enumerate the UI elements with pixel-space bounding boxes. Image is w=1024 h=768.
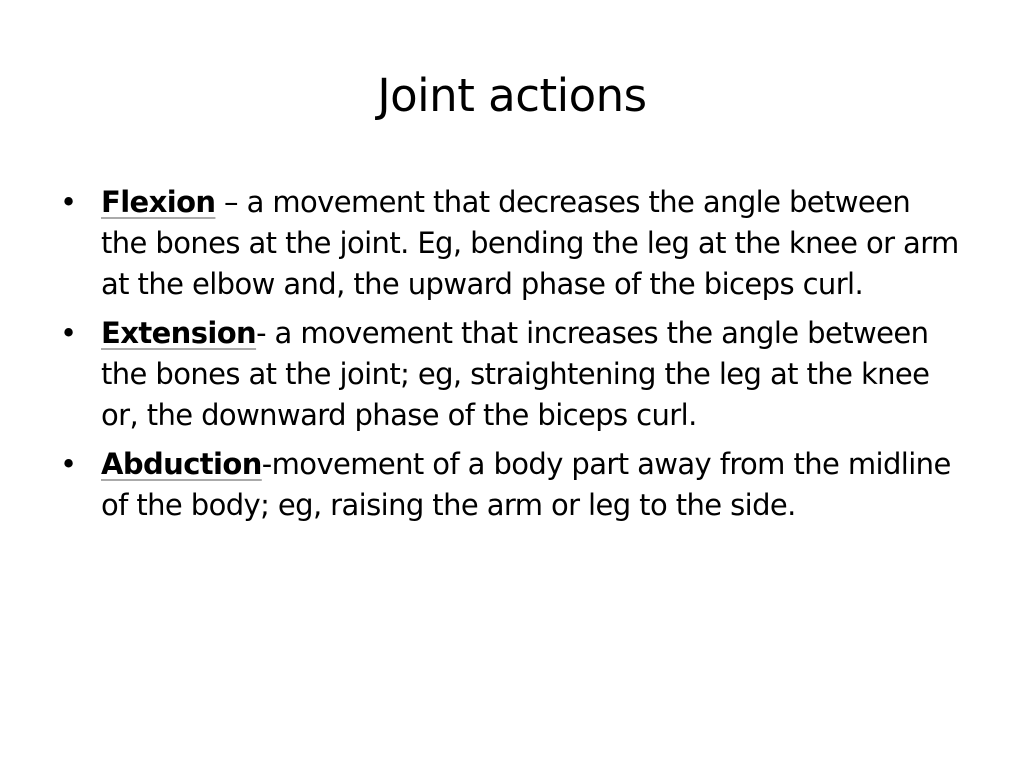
- term-flexion: Flexion: [101, 185, 216, 219]
- bullet-icon: •: [60, 185, 77, 219]
- bullet-icon: •: [60, 447, 77, 481]
- bullet-item-extension: [60, 313, 960, 436]
- term-extension: Extension: [101, 316, 257, 350]
- bullet-item-flexion: [60, 182, 960, 305]
- bullet-item-abduction: [60, 444, 960, 526]
- term-abduction: Abduction: [101, 447, 262, 481]
- bullet-icon: •: [60, 316, 77, 350]
- bullet-list: [60, 182, 960, 534]
- slide-title: Joint actions: [377, 69, 647, 122]
- definition-flexion: – a movement that decreases the angle between the bones at the joint. Eg, bending the leg at the knee or arm at the elbow and, the upward phase of the biceps curl.: [101, 185, 959, 301]
- definition-abduction: -movement of a body part away from the midline of the body; eg, raising the arm or leg to the side.: [101, 447, 951, 522]
- definition-extension: - a movement that increases the angle between the bones at the joint; eg, straightening the leg at the knee or, the downward phase of the biceps curl.: [101, 316, 930, 432]
